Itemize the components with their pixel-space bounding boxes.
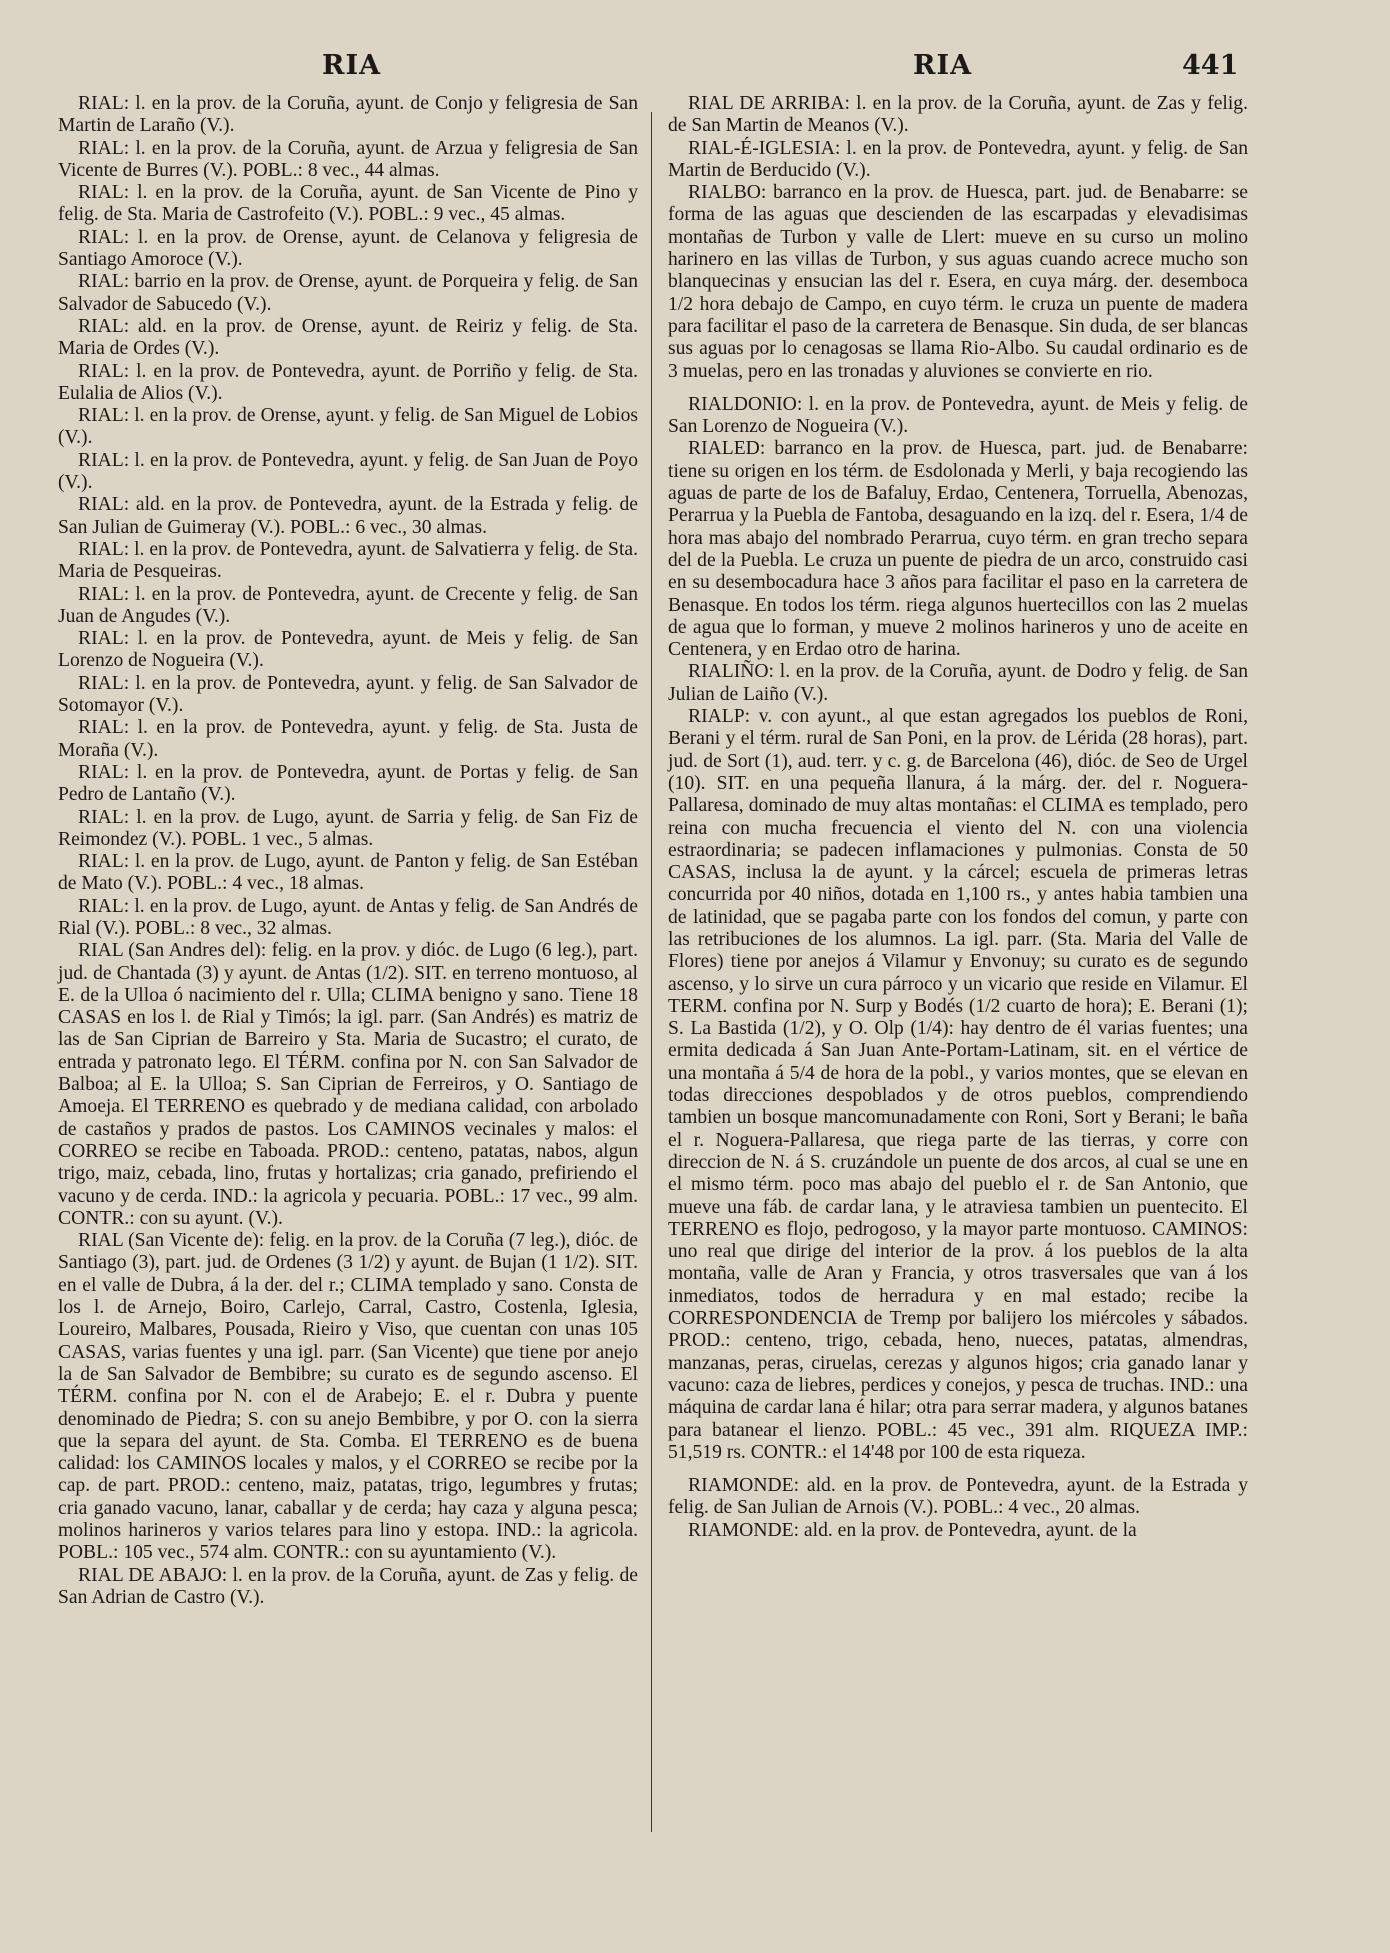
entry: RIAL: l. en la prov. de Pontevedra, ayunt. de Crecente y felig. de San Juan de Angudes (V.). (58, 583, 638, 627)
entry: RIALIÑO: l. en la prov. de la Coruña, ayunt. de Dodro y felig. de San Julian de Laiño (V.). (668, 661, 1248, 705)
entry: RIAL (San Vicente de): felig. en la prov. de la Coruña (7 leg.), dióc. de Santiago (3), part. jud. de Ordenes (3 1/2) y ayunt. de Bujan (1 1/2). SIT. en el valle de Dubra, á la der. del r.; CLIMA templado y sano. Consta de los l. de Arnejo, Boiro, Carlejo, Carral, Castro, Costenla, Iglesia, Loureiro, Malbares, Pousada, Rieiro y Viso, que cuentan con unas 105 CASAS, varias fuentes y una igl. parr. (San Vicente) que tiene por anejo la de San Salvador de Bembibre; su curato es de segundo ascenso. El TÉRM. confina por N. con el de Arabejo; E. el r. Dubra y puente denominado de Piedra; S. con su anejo Bembibre, y por O. con la sierra que la separa del ayunt. de Sta. Comba. El TERRENO es de buena calidad: los CAMINOS locales y malos, y el CORREO se recibe por la cap. de part. PROD.: centeno, maiz, patatas, trigo, legumbres y frutas; cria ganado vacuno, lanar, caballar y de cerda; hay caza y alguna pesca; molinos harineros y varios telares para lino y estopa. IND.: la agricola. POBL.: 105 vec., 574 alm. CONTR.: con su ayuntamiento (V.). (58, 1230, 638, 1564)
entry: RIAL: l. en la prov. de la Coruña, ayunt. de Arzua y feligresia de San Vicente de Burres (V.). POBL.: 8 vec., 44 almas. (58, 137, 638, 181)
entry: RIAMONDE: ald. en la prov. de Pontevedra, ayunt. de la (688, 1519, 1137, 1541)
entry: RIAL DE ABAJO: l. en la prov. de la Coruña, ayunt. de Zas y felig. de San Adrian de Castro (V.). (58, 1564, 638, 1608)
running-header-left: RIA (322, 50, 382, 81)
entry: RIAL: l. en la prov. de la Coruña, ayunt. de San Vicente de Pino y felig. de Sta. Maria de Castrofeito (V.). POBL.: 9 vec., 45 almas. (58, 182, 638, 226)
entry: RIAL DE ARRIBA: l. en la prov. de la Coruña, ayunt. de Zas y felig. de San Martin de Meanos (V.). (668, 93, 1248, 137)
entry: RIAL: l. en la prov. de Pontevedra, ayunt. y felig. de Sta. Justa de Moraña (V.). (58, 717, 638, 761)
running-header-right: RIA (913, 50, 973, 81)
entry: RIALDONIO: l. en la prov. de Pontevedra, ayunt. de Meis y felig. de San Lorenzo de Nogueira (V.). (668, 393, 1248, 438)
entry: RIAL: l. en la prov. de Orense, ayunt. y felig. de San Miguel de Lobios (V.). (58, 405, 638, 449)
entry: RIAL: barrio en la prov. de Orense, ayunt. de Porqueira y felig. de San Salvador de Sabucedo (V.). (58, 271, 638, 315)
column-divider (651, 112, 652, 1832)
entry: RIAL: l. en la prov. de Pontevedra, ayunt. de Meis y felig. de San Lorenzo de Nogueira (V.). (58, 628, 638, 672)
entry: RIAMONDE: ald. en la prov. de Pontevedra, ayunt. de la Estrada y felig. de San Julian de Arnois (V.). POBL.: 4 vec., 20 almas. (668, 1475, 1248, 1519)
entry: RIAL: l. en la prov. de la Coruña, ayunt. de Conjo y feligresia de San Martin de Laraño (V.). (58, 93, 638, 137)
entry: RIAL: l. en la prov. de Pontevedra, ayunt. y felig. de San Salvador de Sotomayor (V.). (58, 672, 638, 717)
entry: RIAL: l. en la prov. de Pontevedra, ayunt. de Salvatierra y felig. de Sta. Maria de Pesqueiras. (58, 538, 638, 583)
entry: RIAL: l. en la prov. de Lugo, ayunt. de Antas y felig. de San Andrés de Rial (V.). POBL.: 8 vec., 32 almas. (58, 895, 638, 939)
entry: RIAL: ald. en la prov. de Pontevedra, ayunt. de la Estrada y felig. de San Julian de Guimeray (V.). POBL.: 6 vec., 30 almas. (58, 494, 638, 538)
entry: RIALED: barranco en la prov. de Huesca, part. jud. de Benabarre: tiene su origen en los térm. de Esdolonada y Merli, y baja recogiendo las aguas de parte de los de Bafaluy, Erdao, Centenera, Torruella, Abenozas, Perarrua y la Puebla de Fantoba, desaguando en la izq. del r. Esera, 1/4 de hora mas abajo del nombrado Perarrua, cuyo térm. en gran trecho separa del de la Puebla. Le cruza un puente de piedra de un arco, construido casi en su desembocadura hace 3 años para facilitar el paso en la carretera de Benasque. En todos los térm. riega algunos huertecillos con las 2 muelas de agua que lo forman, y mueve 2 molinos harineros y uno de aceite en Centenera, y en Erdao otro de harina. (668, 438, 1248, 661)
entry: RIAL: l. en la prov. de Pontevedra, ayunt. de Portas y felig. de San Pedro de Lantaño (V.). (58, 761, 638, 806)
entry: RIAL: ald. en la prov. de Orense, ayunt. de Reiriz y felig. de Sta. Maria de Ordes (V.). (58, 315, 638, 360)
entry: RIAL: l. en la prov. de Orense, ayunt. de Celanova y feligresia de Santiago Amoroce (V.). (58, 226, 638, 271)
entry: RIALBO: barranco en la prov. de Huesca, part. jud. de Benabarre: se forma de las aguas que descienden de las escarpadas y elevadisimas montañas de Turbon y valle de Llert: mueve en su curso un molino harinero en las villas de Turbon, y sus aguas cuando acrece mucho son blanquecinas y ensucian las del r. Esera, en cuya márg. der. desemboca 1/2 hora debajo de Campo, en cuyo térm. le cruza un puente de madera para facilitar el paso de la carretera de Benasque. Sin duda, de ser blancas sus aguas por lo cenagosas se llama Rio-Albo. Su caudal ordinario es de 3 muelas, pero en las tronadas y aluviones se convierte en rio. (668, 182, 1248, 382)
entry: RIAL: l. en la prov. de Pontevedra, ayunt. y felig. de San Juan de Poyo (V.). (58, 449, 638, 494)
entry: RIAL: l. en la prov. de Pontevedra, ayunt. de Porriño y felig. de Sta. Eulalia de Alios (V.). (58, 360, 638, 404)
entry: RIAL-É-IGLESIA: l. en la prov. de Pontevedra, ayunt. y felig. de San Martin de Berducido (V.). (668, 137, 1248, 181)
right-column (668, 93, 1248, 1542)
entry: RIALP: v. con ayunt., al que estan agregados los pueblos de Roni, Berani y el térm. rural de San Poni, en la prov. de Lérida (28 horas), part. jud. de Sort (1), aud. terr. y c. g. de Barcelona (46), dióc. de Seo de Urgel (10). SIT. en una pequeña llanura, á la márg. der. del r. Noguera-Pallaresa, dominado de muy altas montañas: el CLIMA es templado, pero reina con mucha frecuencia el viento del N. con una violencia estraordinaria; se padecen inflamaciones y pulmonias. Consta de 50 CASAS, inclusa la de ayunt. y la cárcel; escuela de primeras letras concurrida por 40 niños, dotada en 1,100 rs., y antes habia tambien una de latinidad, que se pagaba parte con los fondos del comun, y parte con las retribuciones de los alumnos. La igl. parr. (Sta. Maria del Valle de Flores) tiene por anejos á Vilamur y Envonuy; su curato es de segundo ascenso, y lo sirve un cura párroco y un vicario que reside en Vilamur. El TERM. confina por N. Surp y Bodés (1/2 cuarto de hora); E. Berani (1); S. La Bastida (1/2), y O. Olp (1/4): hay dentro de él varias fuentes; una ermita dedicada á San Juan Ante-Portam-Latinam, sit. en el vértice de una montaña á 5/4 de hora de la pobl., y varios montes, que se elevan en todas direcciones despoblados y de otros pueblos, comprendiendo tambien un bosque mancomunadamente con Roni, Sort y Berani; le baña el r. Noguera-Pallaresa, que riega parte de las tierras, y corre con direccion de N. á S. cruzándole un puente de dos arcos, al cual se une en el mismo térm. poco mas abajo del pueblo el r. de San Antonio, que mueve una fáb. de cardar lana, y le atraviesa tambien un puentecito. El TERRENO es flojo, pedrogoso, y la mayor parte montuoso. CAMINOS: uno real que dirige del interior de la prov. á los pueblos de la alta montaña, valle de Aran y Francia, y otros trasversales que van á los inmediatos, todos de herradura y en mal estado; recibe la CORRESPONDENCIA de Tremp por balijero los miércoles y sábados. PROD.: centeno, trigo, cebada, heno, nueces, patatas, almendras, manzanas, peras, ciruelas, cerezas y algunos higos; cria ganado lanar y vacuno: caza de liebres, perdices y conejos, y pesca de truchas. IND.: una máquina de cardar lana é hilar; otra para serrar madera, y algunos batanes para batanear el lienzo. POBL.: 45 vec., 391 alm. RIQUEZA IMP.: 51,519 rs. CONTR.: el 14'48 por 100 de esta riqueza. (668, 706, 1248, 1463)
entry: RIAL: l. en la prov. de Lugo, ayunt. de Sarria y felig. de San Fiz de Reimondez (V.). POBL. 1 vec., 5 almas. (58, 806, 638, 850)
entry: RIAL: l. en la prov. de Lugo, ayunt. de Panton y felig. de San Estéban de Mato (V.). POBL.: 4 vec., 18 almas. (58, 851, 638, 895)
page-number: 441 (1182, 50, 1239, 81)
left-column (58, 93, 638, 1609)
entry: RIAL (San Andres del): felig. en la prov. y dióc. de Lugo (6 leg.), part. jud. de Chantada (3) y ayunt. de Antas (1/2). SIT. en terreno montuoso, al E. de la Ulloa ó nacimiento del r. Ulla; CLIMA benigno y sano. Tiene 18 CASAS en los l. de Rial y Timós; la igl. parr. (San Andrés) es matriz de las de San Ciprian de Barreiro y Sta. Maria de Sucastro; el curato, de entrada y patronato lego. El TÉRM. confina por N. con San Salvador de Balboa; al E. la Ulloa; S. San Ciprian de Ferreiros, y O. Santiago de Amoeja. El TERRENO es quebrado y de mediana calidad, con arbolado de castaños y prados de pastos. Los CAMINOS vecinales y malos: el CORREO se recibe en Taboada. PROD.: centeno, patatas, nabos, algun trigo, maiz, cebada, lino, frutas y hortalizas; cria ganado, prefiriendo el vacuno y de cerda. IND.: la agricola y pecuaria. POBL.: 17 vec., 99 alm. CONTR.: con su ayunt. (V.). (58, 940, 638, 1229)
